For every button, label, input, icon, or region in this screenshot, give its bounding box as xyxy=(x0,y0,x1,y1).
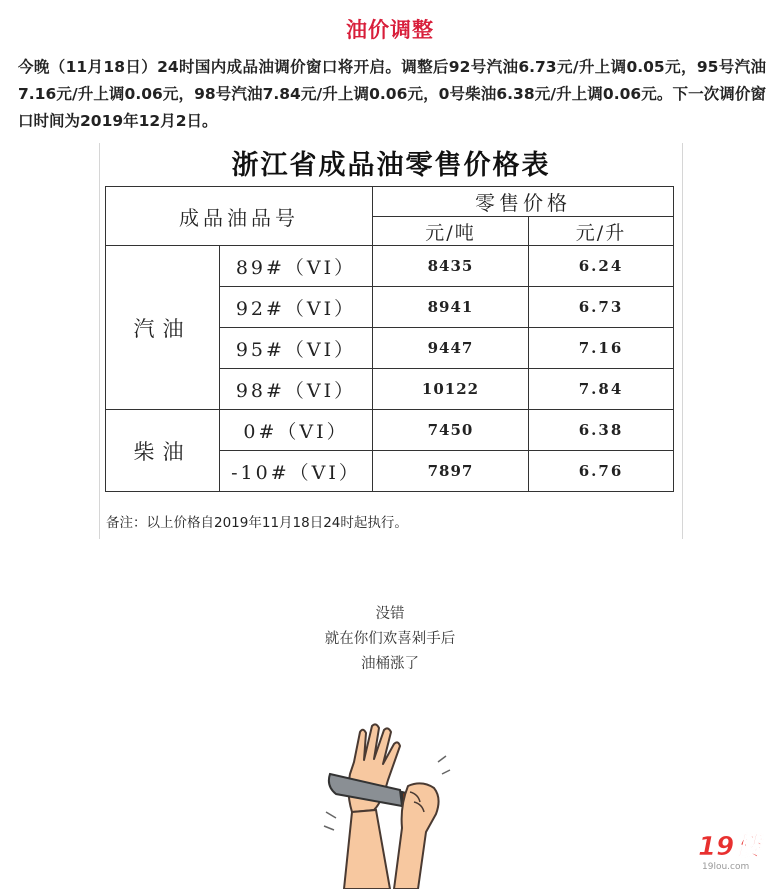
table-row xyxy=(106,410,674,451)
caption-text xyxy=(0,602,780,677)
price-table-image xyxy=(99,143,683,539)
price-per-liter: 6.38 xyxy=(529,410,674,451)
intro-paragraph: 今晚（11月18日）24时国内成品油调价窗口将开启。调整后92号汽油6.73元/升上调0.05元，95号汽油7.16元/升上调0.06元，98号汽油7.84元/升上调0.06元，0号柴油6.38元/升上调0.06元。下一次调价窗口时间为2019年12月2日。 xyxy=(18,58,766,130)
table-title: 浙江省成品油零售价格表 xyxy=(231,150,551,181)
caption-line: 没错 xyxy=(375,606,405,622)
price-table xyxy=(105,186,674,492)
left-hand-icon xyxy=(344,724,400,889)
header-unit-liter: 元/升 xyxy=(529,217,674,246)
category-gasoline: 汽油 xyxy=(106,246,220,410)
price-per-ton: 9447 xyxy=(373,328,529,369)
grade-cell: 98#（VI） xyxy=(220,369,373,410)
price-per-liter: 6.73 xyxy=(529,287,674,328)
article-title: 油价调整 xyxy=(346,18,434,42)
table-row xyxy=(106,246,674,287)
price-per-ton: 10122 xyxy=(373,369,529,410)
caption-line: 油桶涨了 xyxy=(361,656,419,672)
hands-knife-illustration xyxy=(322,722,452,889)
header-retail-price: 零售价格 xyxy=(373,187,674,217)
header-product: 成品油品号 xyxy=(106,187,373,246)
price-per-ton: 8941 xyxy=(373,287,529,328)
price-per-liter: 6.24 xyxy=(529,246,674,287)
logo-text: 19楼 xyxy=(698,832,761,862)
price-per-ton: 8435 xyxy=(373,246,529,287)
grade-cell: 0#（VI） xyxy=(220,410,373,451)
price-per-liter: 7.16 xyxy=(529,328,674,369)
table-note: 备注：以上价格自2019年11月18日24时起执行。 xyxy=(106,515,408,531)
price-per-liter: 6.76 xyxy=(529,451,674,492)
grade-cell: 89#（VI） xyxy=(220,246,373,287)
header-unit-ton: 元/吨 xyxy=(373,217,529,246)
grade-cell: 95#（VI） xyxy=(220,328,373,369)
logo-domain: 19lou.com xyxy=(702,862,750,872)
site-logo xyxy=(696,827,766,873)
caption-line: 就在你们欢喜剁手后 xyxy=(324,631,456,647)
price-per-ton: 7450 xyxy=(373,410,529,451)
grade-cell: 92#（VI） xyxy=(220,287,373,328)
price-per-ton: 7897 xyxy=(373,451,529,492)
price-per-liter: 7.84 xyxy=(529,369,674,410)
grade-cell: -10#（VI） xyxy=(220,451,373,492)
category-diesel: 柴油 xyxy=(106,410,220,492)
